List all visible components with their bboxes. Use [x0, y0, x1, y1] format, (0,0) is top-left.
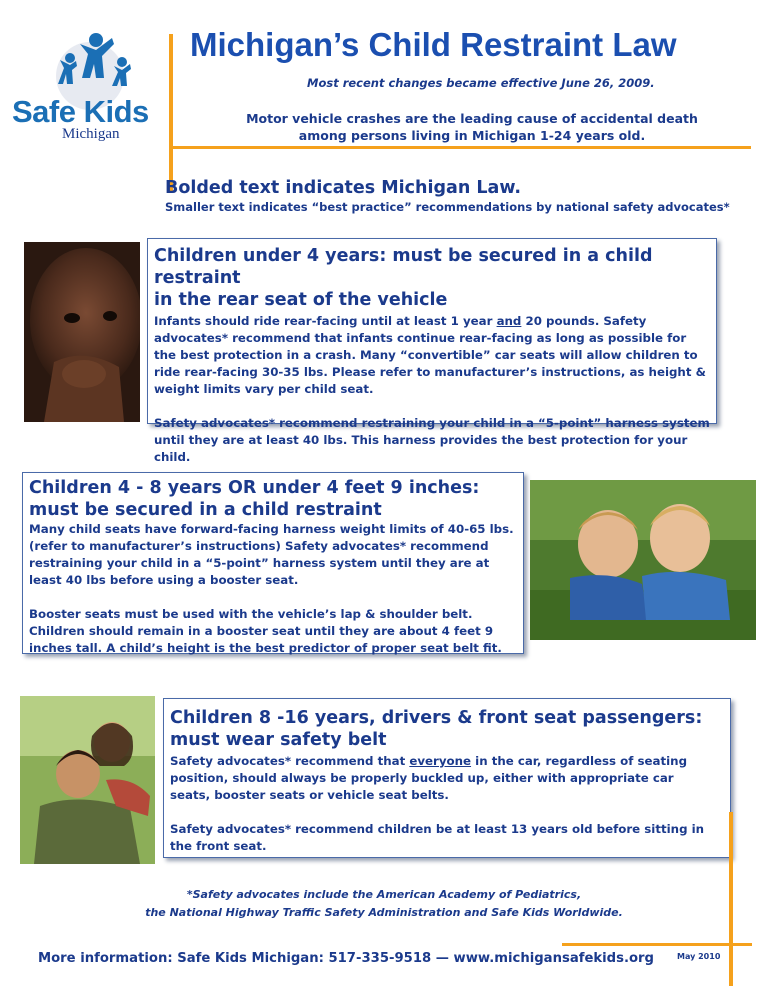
footer-orange-horizontal-bar: [562, 943, 752, 946]
text-span: Infants should ride rear-facing until at least 1 year: [154, 314, 497, 328]
infant-photo: [24, 242, 140, 422]
section-4-to-8-heading-line-2: must be secured in a child restraint: [29, 500, 382, 520]
section-4-to-8: [22, 472, 524, 654]
tagline: [212, 110, 732, 144]
section-8-to-16-heading: [170, 707, 730, 751]
text-span: Safety advocates* recommend that: [170, 754, 410, 768]
header-orange-horizontal-bar: [169, 146, 751, 149]
contact-info: More information: Safe Kids Michigan: 517-335-9518 — www.michigansafekids.org: [38, 951, 654, 966]
section-4-to-8-paragraph-2: Booster seats must be used with the vehicle’s lap & shoulder belt. Children should remain in a booster seat until they are about 4 feet 9 inches tall. A child’s height is the best predictor of proper seat belt fit.: [29, 607, 502, 655]
section-4-to-8-heading: [29, 477, 523, 521]
legend-small-note: Smaller text indicates “best practice” recommendations by national safety advocates*: [165, 200, 730, 214]
section-under-4-paragraph-2: Safety advocates* recommend restraining your child in a “5-point” harness system until they are at least 40 lbs. This harness provides the best protection for your child.: [154, 416, 710, 464]
boys-photo: [530, 480, 756, 640]
footnote-line-1: *Safety advocates include the American Academy of Pediatrics,: [186, 888, 582, 901]
teens-photo: [20, 696, 155, 864]
section-under-4-heading: [154, 245, 716, 311]
logo-subtitle: Michigan: [62, 126, 120, 142]
section-8-to-16-heading-line-1: Children 8 -16 years, drivers & front seat passengers:: [170, 708, 703, 728]
legend-bold-note: Bolded text indicates Michigan Law.: [165, 178, 522, 198]
section-8-to-16-paragraph-1: [170, 753, 710, 804]
emphasis-and: and: [496, 314, 522, 328]
emphasis-everyone: everyone: [409, 754, 472, 768]
section-under-4-heading-line-2: in the rear seat of the vehicle: [154, 290, 448, 310]
section-4-to-8-paragraph-1: Many child seats have forward-facing harness weight limits of 40-65 lbs. (refer to manufacturer’s instructions) Safety advocates* recommend restraining your child in a “5-point” harness system until they are at least 40 lbs before using a booster seat.: [29, 522, 514, 587]
footnote-line-2: the National Highway Traffic Safety Administration and Safe Kids Worldwide.: [145, 906, 623, 919]
section-under-4-paragraph-1: [154, 313, 710, 398]
section-under-4-heading-line-1: Children under 4 years: must be secured in a child restraint: [154, 246, 653, 288]
publication-date: May 2010: [677, 952, 721, 961]
safety-advocates-footnote: [0, 886, 768, 922]
header-orange-vertical-bar: [169, 34, 173, 192]
section-8-to-16-heading-line-2: must wear safety belt: [170, 730, 387, 750]
section-under-4: [147, 238, 717, 464]
logo-wordmark: Safe Kids: [12, 94, 149, 129]
tagline-line-1: Motor vehicle crashes are the leading cause of accidental death: [246, 111, 698, 126]
page-title: Michigan’s Child Restraint Law: [190, 26, 677, 63]
effective-date-note: Most recent changes became effective June 26, 2009.: [307, 76, 655, 90]
section-4-to-8-heading-line-1: Children 4 - 8 years OR under 4 feet 9 inches:: [29, 478, 480, 498]
tagline-line-2: among persons living in Michigan 1-24 years old.: [298, 128, 646, 143]
section-8-to-16-paragraph-2: Safety advocates* recommend children be at least 13 years old before sitting in the front seat.: [170, 822, 705, 853]
text-span: 20 pounds. Safety advocates* recommend that infants continue rear-facing as long as possible for the best protection in a crash. Many “convertible” car seats will allow children to ride rear-facing 30-35 lbs. Please refer to manufacturer’s instructions, as height & weight limits vary per child seat.: [154, 314, 706, 396]
section-8-to-16: [163, 698, 731, 858]
text-span: in the car, regardless of seating position, should always be properly buckled up, either with appropriate car seats, booster seats or vehicle seat belts.: [170, 754, 688, 802]
